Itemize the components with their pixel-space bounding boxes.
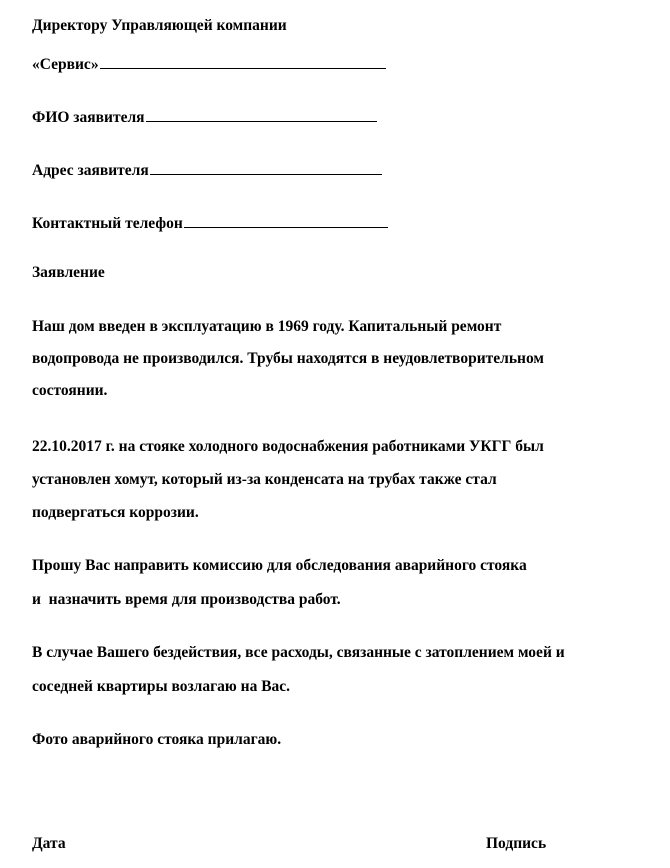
contact-phone-field — [32, 212, 388, 234]
applicant-name-blank[interactable] — [146, 106, 377, 122]
paragraph-2-line-1: 22.10.2017 г. на стояке холодного водоснабжения работниками УКГГ был — [32, 438, 544, 455]
paragraph-4-line-1: В случае Вашего бездействия, все расходы, связанные с затоплением моей и — [32, 644, 565, 661]
document-title: Заявление — [32, 264, 105, 281]
paragraph-3-line-1: Прошу Вас направить комиссию для обследования аварийного стояка — [32, 557, 527, 574]
company-blank-line[interactable] — [100, 53, 386, 69]
paragraph-2-line-3: подвергаться коррозии. — [32, 504, 199, 521]
paragraph-5-line-1: Фото аварийного стояка прилагаю. — [32, 731, 282, 748]
signature-label: Подпись — [486, 835, 547, 852]
contact-phone-blank[interactable] — [184, 212, 388, 228]
paragraph-3-line-2: и назначить время для производства работ. — [32, 591, 341, 608]
paragraph-1-line-1: Наш дом введен в эксплуатацию в 1969 году. Капитальный ремонт — [32, 318, 502, 335]
applicant-name-label: ФИО заявителя — [32, 109, 145, 126]
addressee-line-2 — [32, 53, 386, 75]
contact-phone-label: Контактный телефон — [32, 215, 183, 232]
paragraph-4-line-2: соседней квартиры возлагаю на Вас. — [32, 678, 291, 695]
date-label: Дата — [32, 835, 66, 852]
addressee-line-1: Директору Управляющей компании — [32, 17, 287, 34]
applicant-name-field — [32, 106, 377, 128]
paragraph-1-line-2: водопровода не производился. Трубы находятся в неудовлетворительном — [32, 350, 544, 367]
addressee-company-name: «Сервис» — [32, 56, 99, 73]
applicant-address-blank[interactable] — [150, 159, 382, 175]
applicant-address-field — [32, 159, 382, 181]
applicant-address-label: Адрес заявителя — [32, 162, 149, 179]
paragraph-1-line-3: состоянии. — [32, 382, 108, 399]
paragraph-2-line-2: установлен хомут, который из-за конденсата на трубах также стал — [32, 471, 497, 488]
